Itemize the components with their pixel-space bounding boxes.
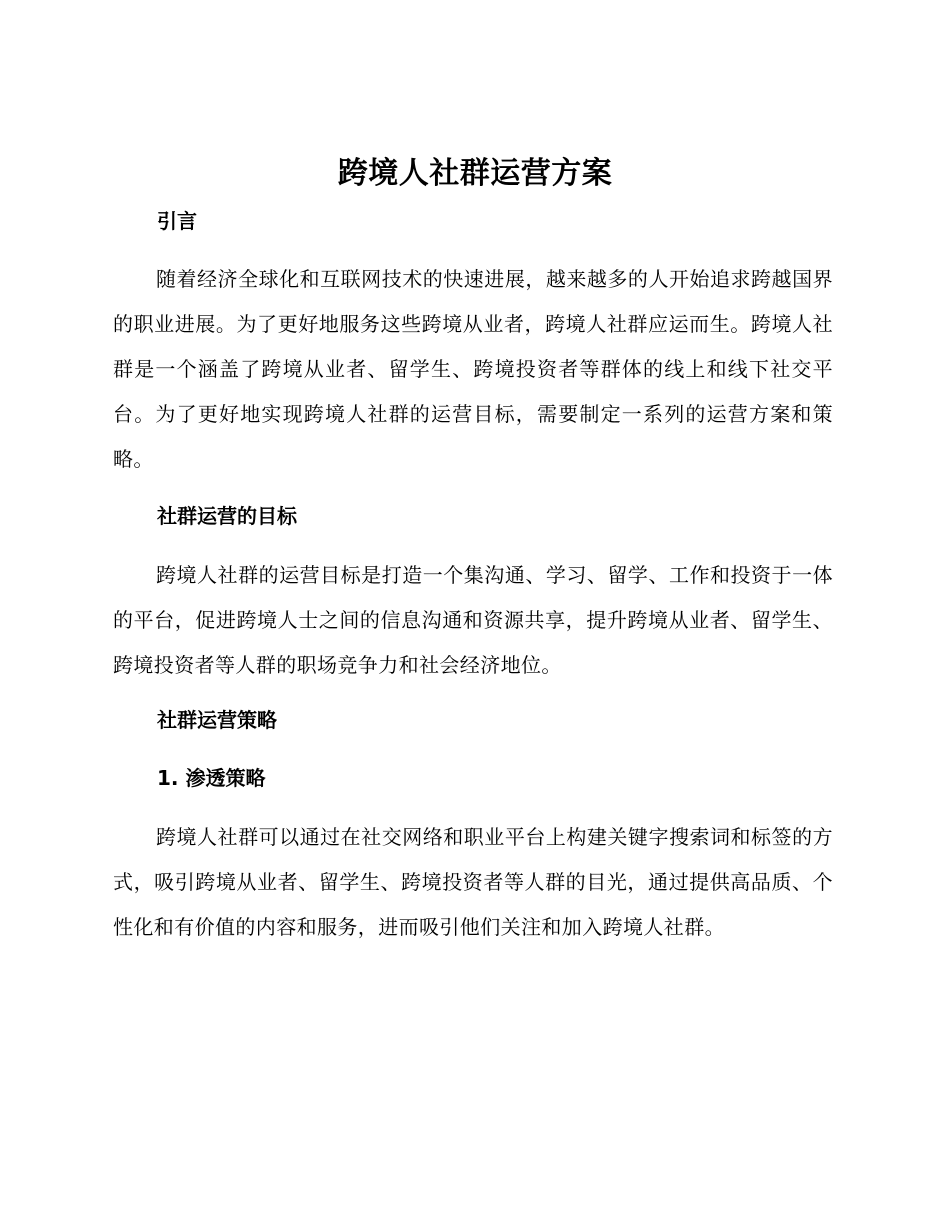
paragraph-goals: 跨境人社群的运营目标是打造一个集沟通、学习、留学、工作和投资于一体的平台，促进跨境人士之间的信息沟通和资源共享，提升跨境从业者、留学生、跨境投资者等人群的职场竞争力和社会经济地位。: [113, 563, 833, 677]
paragraph-penetration: 跨境人社群可以通过在社交网络和职业平台上构建关键字搜索词和标签的方式，吸引跨境从业者、留学生、跨境投资者等人群的目光，通过提供高品质、个性化和有价值的内容和服务，进而吸引他们关注和加入跨境人社群。: [113, 825, 833, 939]
section-heading-introduction: 引言: [157, 209, 197, 233]
document-title: 跨境人社群运营方案: [337, 156, 613, 191]
section-heading-strategy: 社群运营策略: [157, 708, 277, 732]
subsection-heading-penetration: 1. 渗透策略: [157, 766, 266, 790]
section-heading-goals: 社群运营的目标: [157, 504, 297, 528]
paragraph-introduction: 随着经济全球化和互联网技术的快速进展，越来越多的人开始追求跨越国界的职业进展。为了更好地服务这些跨境从业者，跨境人社群应运而生。跨境人社群是一个涵盖了跨境从业者、留学生、跨境投资者等群体的线上和线下社交平台。为了更好地实现跨境人社群的运营目标，需要制定一系列的运营方案和策略。: [113, 267, 833, 471]
